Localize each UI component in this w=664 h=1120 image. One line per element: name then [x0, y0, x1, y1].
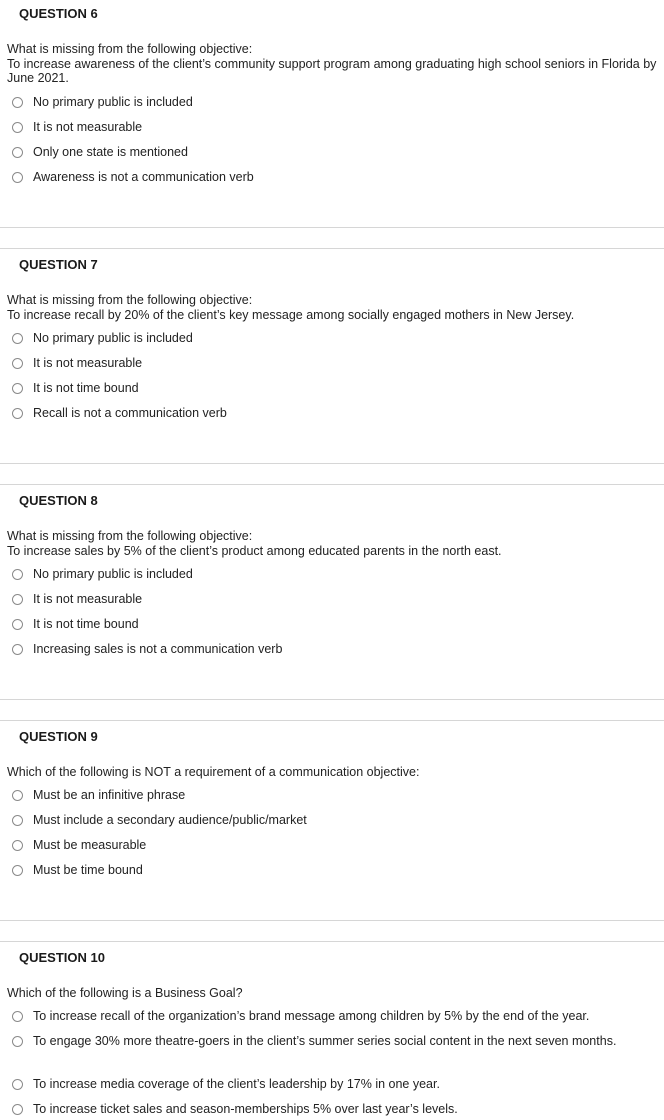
answer-option[interactable] — [12, 169, 652, 186]
divider — [0, 699, 664, 700]
answer-label: It is not measurable — [33, 120, 143, 134]
answer-label: To engage 30% more theatre-goers in the client’s summer series social content in the next seven months. — [33, 1034, 617, 1048]
answer-option[interactable] — [12, 616, 652, 633]
question-prompt: What is missing from the following objective: — [7, 293, 253, 307]
answer-option[interactable] — [12, 94, 652, 111]
answer-option[interactable] — [12, 380, 652, 397]
answer-option[interactable] — [12, 405, 652, 422]
radio-button[interactable] — [12, 815, 23, 826]
radio-button[interactable] — [12, 383, 23, 394]
question-title: QUESTION 7 — [19, 257, 98, 272]
answer-label: Must include a secondary audience/public/market — [33, 813, 307, 827]
answer-label: Must be an infinitive phrase — [33, 788, 186, 802]
question-title: QUESTION 10 — [19, 950, 105, 965]
answer-label: To increase ticket sales and season-memberships 5% over last year’s levels. — [33, 1102, 458, 1116]
divider — [0, 227, 664, 228]
radio-button[interactable] — [12, 358, 23, 369]
radio-button[interactable] — [12, 594, 23, 605]
answer-label: To increase media coverage of the client’s leadership by 17% in one year. — [33, 1077, 440, 1091]
answer-label: To increase recall of the organization’s brand message among children by 5% by the end of the year. — [33, 1009, 590, 1023]
question-prompt: Which of the following is a Business Goal? — [7, 986, 243, 1000]
question-prompt: Which of the following is NOT a requirement of a communication objective: — [7, 765, 420, 779]
radio-button[interactable] — [12, 840, 23, 851]
answer-label: No primary public is included — [33, 95, 193, 109]
answer-option[interactable] — [12, 1076, 652, 1093]
question-objective: To increase sales by 5% of the client’s product among educated parents in the north east. — [7, 544, 502, 558]
radio-button[interactable] — [12, 147, 23, 158]
answer-option[interactable] — [12, 641, 652, 658]
answer-option[interactable] — [12, 812, 652, 829]
radio-button[interactable] — [12, 569, 23, 580]
answer-option[interactable] — [12, 119, 652, 136]
radio-button[interactable] — [12, 1104, 23, 1115]
answer-label: Must be measurable — [33, 838, 147, 852]
answer-label: No primary public is included — [33, 331, 193, 345]
radio-button[interactable] — [12, 1036, 23, 1047]
answer-option[interactable] — [12, 837, 652, 854]
question-objective: To increase awareness of the client’s community support program among graduating high school seniors in Florida by June 2021. — [7, 57, 657, 85]
answer-option[interactable] — [12, 566, 652, 583]
answer-option[interactable] — [12, 1008, 652, 1025]
question-title: QUESTION 6 — [19, 6, 98, 21]
question-title: QUESTION 9 — [19, 729, 98, 744]
answer-label: Increasing sales is not a communication verb — [33, 642, 283, 656]
radio-button[interactable] — [12, 172, 23, 183]
answer-option[interactable] — [12, 144, 652, 161]
answer-option[interactable] — [12, 591, 652, 608]
answer-option[interactable] — [12, 1033, 622, 1050]
answer-label: It is not measurable — [33, 592, 143, 606]
answer-label: Only one state is mentioned — [33, 145, 188, 159]
answer-label: It is not time bound — [33, 381, 139, 395]
radio-button[interactable] — [12, 333, 23, 344]
question-prompt: What is missing from the following objective: — [7, 42, 253, 56]
radio-button[interactable] — [12, 644, 23, 655]
answer-label: No primary public is included — [33, 567, 193, 581]
radio-button[interactable] — [12, 1011, 23, 1022]
radio-button[interactable] — [12, 619, 23, 630]
divider — [0, 941, 664, 942]
question-title: QUESTION 8 — [19, 493, 98, 508]
question-objective: To increase recall by 20% of the client’s key message among socially engaged mothers in New Jersey. — [7, 308, 575, 322]
divider — [0, 463, 664, 464]
divider — [0, 484, 664, 485]
divider — [0, 920, 664, 921]
radio-button[interactable] — [12, 1079, 23, 1090]
answer-option[interactable] — [12, 787, 652, 804]
answer-option[interactable] — [12, 862, 652, 879]
answer-label: Awareness is not a communication verb — [33, 170, 254, 184]
radio-button[interactable] — [12, 97, 23, 108]
answer-option[interactable] — [12, 355, 652, 372]
answer-option[interactable] — [12, 330, 652, 347]
divider — [0, 248, 664, 249]
answer-label: It is not time bound — [33, 617, 139, 631]
radio-button[interactable] — [12, 408, 23, 419]
radio-button[interactable] — [12, 790, 23, 801]
answer-label: Recall is not a communication verb — [33, 406, 227, 420]
answer-label: It is not measurable — [33, 356, 143, 370]
radio-button[interactable] — [12, 865, 23, 876]
answer-label: Must be time bound — [33, 863, 143, 877]
divider — [0, 720, 664, 721]
question-prompt: What is missing from the following objective: — [7, 529, 253, 543]
radio-button[interactable] — [12, 122, 23, 133]
answer-option[interactable] — [12, 1101, 652, 1118]
